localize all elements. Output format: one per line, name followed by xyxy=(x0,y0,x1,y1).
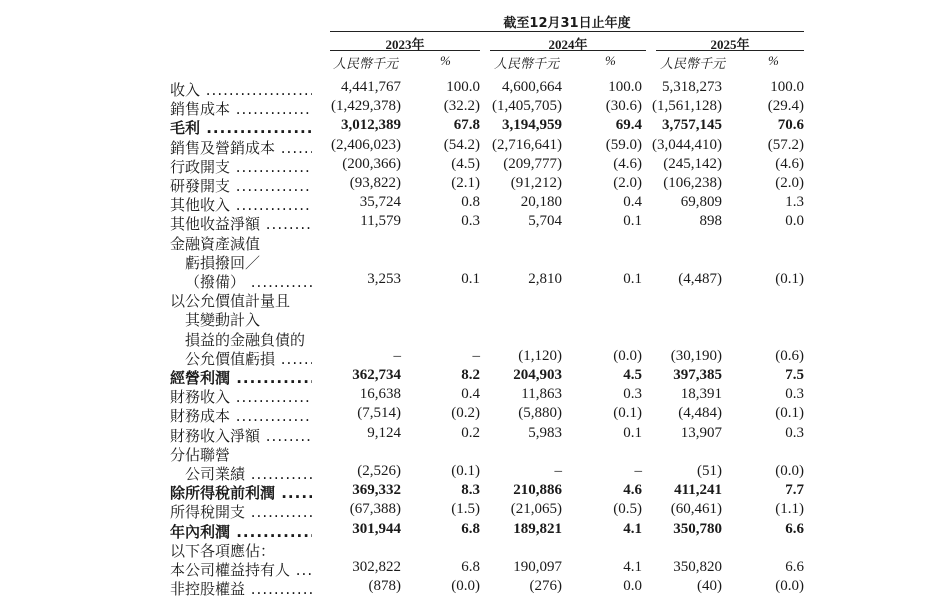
value-cell: (1,405,705) xyxy=(492,98,562,114)
value-cell: 16,638 xyxy=(359,386,401,402)
percent-cell: (4.6) xyxy=(775,156,804,172)
percent-cell: (29.4) xyxy=(767,98,804,114)
percent-cell: – xyxy=(472,348,480,364)
row-label: 金融資產減值 xyxy=(170,235,261,253)
percent-cell: (2.0) xyxy=(775,175,804,191)
percent-cell: 6.8 xyxy=(461,521,480,537)
row-label: 銷售成本 ..... xyxy=(170,98,312,119)
value-cell: 4,600,664 xyxy=(502,79,562,95)
unit-label-2024: 人民幣千元 xyxy=(494,57,560,72)
value-cell: (1,561,128) xyxy=(652,98,722,114)
value-cell: 13,907 xyxy=(680,425,722,441)
percent-cell: 0.0 xyxy=(623,578,642,594)
row-label: 分佔聯營 xyxy=(170,446,231,464)
pct-label-2024: % xyxy=(605,53,616,68)
percent-cell: 7.7 xyxy=(785,482,804,498)
value-cell: (2,716,641) xyxy=(492,137,562,153)
value-cell: 210,886 xyxy=(513,482,562,498)
value-cell: (21,065) xyxy=(510,501,562,517)
percent-cell: 1.3 xyxy=(785,194,804,210)
row-label: 非控股權益 ..... xyxy=(170,578,312,599)
percent-cell: 0.1 xyxy=(623,425,642,441)
percent-cell: 0.0 xyxy=(785,213,804,229)
percent-cell: 67.8 xyxy=(453,117,480,133)
value-cell: 189,821 xyxy=(513,521,562,537)
percent-cell: 0.4 xyxy=(623,194,642,210)
value-cell: (7,514) xyxy=(357,405,401,421)
value-cell: 3,253 xyxy=(367,271,401,287)
percent-cell: 8.3 xyxy=(461,482,480,498)
value-cell: 18,391 xyxy=(680,386,722,402)
row-label: 除所得稅前利潤 ..... xyxy=(170,482,312,503)
unit-label-2023: 人民幣千元 xyxy=(333,57,399,72)
percent-cell: (0.6) xyxy=(775,348,804,364)
value-cell: (1,120) xyxy=(518,348,562,364)
percent-cell: (0.1) xyxy=(775,271,804,287)
value-cell: 369,332 xyxy=(352,482,401,498)
value-cell: 302,822 xyxy=(352,559,401,575)
year-rule-2023 xyxy=(330,50,480,51)
year-rule-2025 xyxy=(656,50,804,51)
percent-cell: (57.2) xyxy=(767,137,804,153)
value-cell: 3,757,145 xyxy=(662,117,722,133)
percent-cell: 69.4 xyxy=(615,117,642,133)
percent-cell: (0.1) xyxy=(775,405,804,421)
percent-cell: (30.6) xyxy=(605,98,642,114)
value-cell: – xyxy=(554,463,562,479)
percent-cell: 100.0 xyxy=(446,79,480,95)
value-cell: (200,366) xyxy=(342,156,401,172)
value-cell: 350,820 xyxy=(673,559,722,575)
percent-cell: 4.1 xyxy=(623,559,642,575)
row-label: 毛利 ..... xyxy=(170,117,312,138)
percent-cell: (2.0) xyxy=(613,175,642,191)
year-rule-2024 xyxy=(490,50,646,51)
value-cell: 3,194,959 xyxy=(502,117,562,133)
value-cell: 898 xyxy=(699,213,722,229)
row-label: 損益的金融負債的 xyxy=(185,331,306,349)
row-label: 其變動計入 xyxy=(185,311,261,329)
percent-cell: (0.0) xyxy=(775,578,804,594)
percent-cell: 0.2 xyxy=(461,425,480,441)
row-label: 本公司權益持有人 ..... xyxy=(170,559,312,580)
percent-cell: 8.2 xyxy=(461,367,480,383)
value-cell: (5,880) xyxy=(518,405,562,421)
value-cell: (2,406,023) xyxy=(331,137,401,153)
percent-cell: (4.5) xyxy=(451,156,480,172)
value-cell: 5,704 xyxy=(528,213,562,229)
value-cell: 9,124 xyxy=(367,425,401,441)
value-cell: (91,212) xyxy=(510,175,562,191)
row-label: 年內利潤 ..... xyxy=(170,521,312,542)
row-label: 財務成本 ..... xyxy=(170,405,312,426)
percent-cell: 0.8 xyxy=(461,194,480,210)
value-cell: (40) xyxy=(697,578,722,594)
percent-cell: (0.1) xyxy=(613,405,642,421)
pct-label-2025: % xyxy=(768,53,779,68)
value-cell: 11,863 xyxy=(521,386,562,402)
row-label: 公允價值虧損 ..... xyxy=(185,348,312,369)
row-label: 虧損撥回／ xyxy=(185,254,261,272)
value-cell: (209,777) xyxy=(503,156,562,172)
percent-cell: 0.3 xyxy=(785,425,804,441)
year-2025: 2025年 xyxy=(710,37,750,52)
value-cell: (93,822) xyxy=(349,175,401,191)
percent-cell: 0.1 xyxy=(461,271,480,287)
percent-cell: 6.8 xyxy=(461,559,480,575)
value-cell: 5,318,273 xyxy=(662,79,722,95)
value-cell: 35,724 xyxy=(359,194,401,210)
value-cell: (3,044,410) xyxy=(652,137,722,153)
value-cell: 362,734 xyxy=(352,367,401,383)
value-cell: – xyxy=(393,348,401,364)
percent-cell: 7.5 xyxy=(785,367,804,383)
value-cell: (4,487) xyxy=(678,271,722,287)
value-cell: (60,461) xyxy=(670,501,722,517)
value-cell: 3,012,389 xyxy=(341,117,401,133)
header-rule-top xyxy=(330,31,804,32)
year-2023: 2023年 xyxy=(385,37,425,52)
row-label: （撥備） ..... xyxy=(185,271,312,292)
row-label: 所得稅開支 ..... xyxy=(170,501,312,522)
row-label: 公司業績 ..... xyxy=(185,463,312,484)
percent-cell: (0.0) xyxy=(451,578,480,594)
row-label: 收入 ..... xyxy=(170,79,312,100)
row-label: 經營利潤 ..... xyxy=(170,367,312,388)
value-cell: 69,809 xyxy=(680,194,722,210)
value-cell: 204,903 xyxy=(513,367,562,383)
value-cell: 5,983 xyxy=(528,425,562,441)
value-cell: (30,190) xyxy=(670,348,722,364)
percent-cell: (0.1) xyxy=(451,463,480,479)
value-cell: (245,142) xyxy=(663,156,722,172)
value-cell: 190,097 xyxy=(513,559,562,575)
value-cell: 4,441,767 xyxy=(341,79,401,95)
percent-cell: 0.3 xyxy=(461,213,480,229)
row-label: 財務收入 ..... xyxy=(170,386,312,407)
value-cell: 397,385 xyxy=(673,367,722,383)
percent-cell: (0.2) xyxy=(451,405,480,421)
value-cell: (878) xyxy=(368,578,401,594)
value-cell: 301,944 xyxy=(352,521,401,537)
percent-cell: 0.3 xyxy=(623,386,642,402)
row-label: 以下各項應佔： xyxy=(170,542,276,560)
value-cell: (51) xyxy=(697,463,722,479)
percent-cell: (59.0) xyxy=(605,137,642,153)
percent-cell: (0.0) xyxy=(775,463,804,479)
percent-cell: (1.5) xyxy=(451,501,480,517)
percent-cell: 4.5 xyxy=(623,367,642,383)
percent-cell: – xyxy=(634,463,642,479)
percent-cell: 0.4 xyxy=(461,386,480,402)
percent-cell: 4.1 xyxy=(623,521,642,537)
percent-cell: (4.6) xyxy=(613,156,642,172)
percent-cell: (32.2) xyxy=(443,98,480,114)
unit-label-2025: 人民幣千元 xyxy=(660,57,726,72)
year-2024: 2024年 xyxy=(548,37,588,52)
percent-cell: 0.3 xyxy=(785,386,804,402)
value-cell: 20,180 xyxy=(520,194,562,210)
pct-label-2023: % xyxy=(440,53,451,68)
percent-cell: 0.1 xyxy=(623,271,642,287)
percent-cell: 0.1 xyxy=(623,213,642,229)
percent-cell: (0.5) xyxy=(613,501,642,517)
row-label: 研發開支 ..... xyxy=(170,175,312,196)
percent-cell: (2.1) xyxy=(451,175,480,191)
period-header: 截至12月31日止年度 xyxy=(503,16,631,31)
percent-cell: (54.2) xyxy=(443,137,480,153)
percent-cell: (1.1) xyxy=(775,501,804,517)
value-cell: (276) xyxy=(529,578,562,594)
row-label: 其他收益淨額 ..... xyxy=(170,213,312,234)
percent-cell: 6.6 xyxy=(785,521,804,537)
value-cell: (2,526) xyxy=(357,463,401,479)
value-cell: (67,388) xyxy=(349,501,401,517)
percent-cell: 4.6 xyxy=(623,482,642,498)
value-cell: 350,780 xyxy=(673,521,722,537)
percent-cell: (0.0) xyxy=(613,348,642,364)
row-label: 財務收入淨額 ..... xyxy=(170,425,312,446)
row-label: 其他收入 ..... xyxy=(170,194,312,215)
value-cell: 2,810 xyxy=(528,271,562,287)
value-cell: 11,579 xyxy=(360,213,401,229)
row-label: 銷售及營銷成本 ..... xyxy=(170,137,312,158)
percent-cell: 100.0 xyxy=(608,79,642,95)
value-cell: (1,429,378) xyxy=(331,98,401,114)
percent-cell: 6.6 xyxy=(785,559,804,575)
value-cell: 411,241 xyxy=(674,482,722,498)
row-label: 以公允價值計量且 xyxy=(170,292,291,310)
percent-cell: 70.6 xyxy=(777,117,804,133)
percent-cell: 100.0 xyxy=(770,79,804,95)
row-label: 行政開支 ..... xyxy=(170,156,312,177)
value-cell: (106,238) xyxy=(663,175,722,191)
value-cell: (4,484) xyxy=(678,405,722,421)
